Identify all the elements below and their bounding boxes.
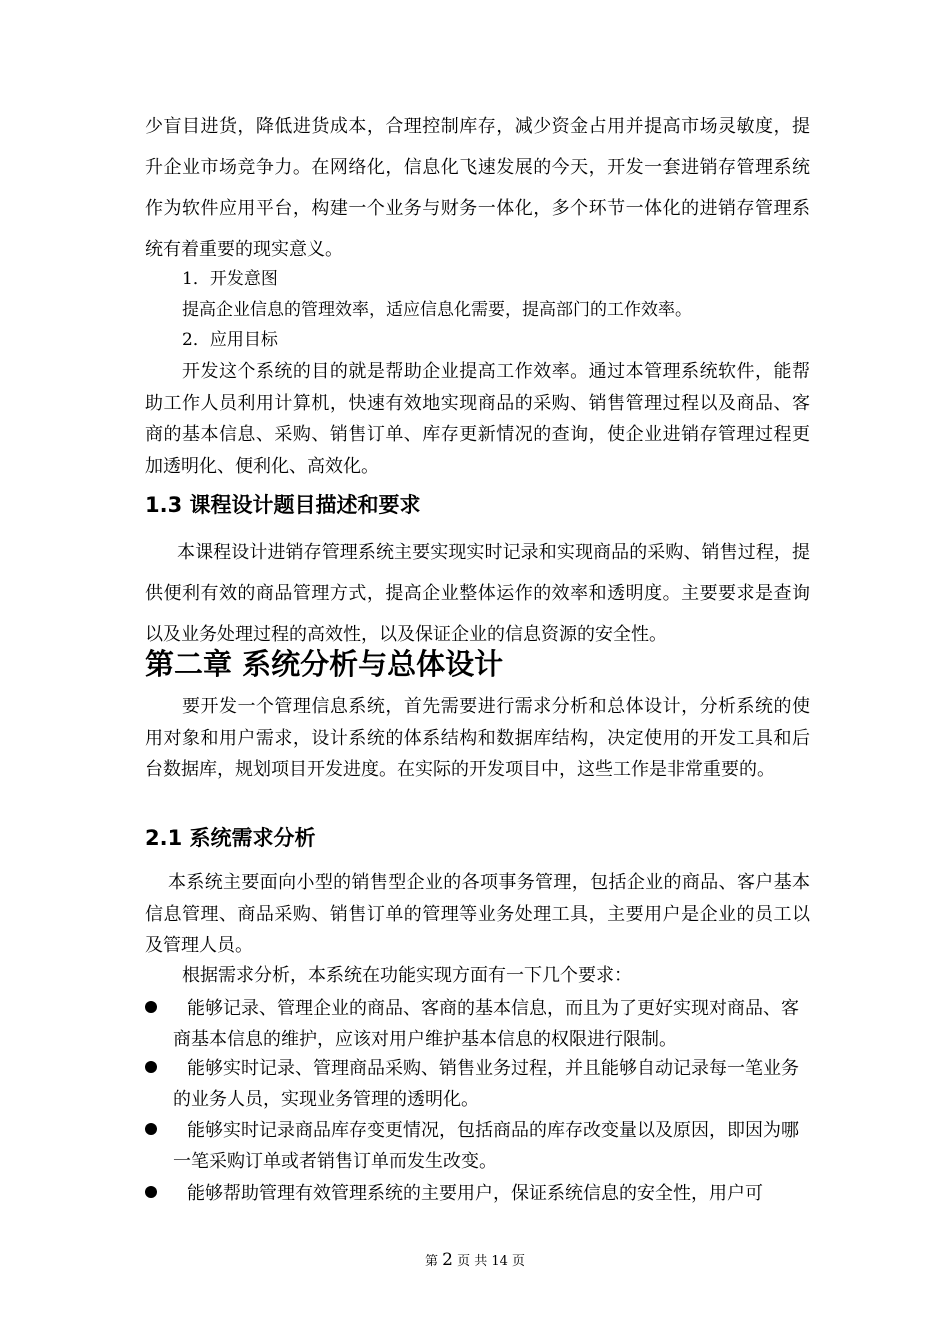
app-goal-text: 开发这个系统的目的就是帮助企业提高工作效率。通过本管理系统软件，能帮助工作人员利用计算机，快速有效地实现商品的采购、销售管理过程以及商品、客商的基本信息、采购、销售订单、库存更新情况的查询，使企业进销存管理过程更加透明化、便利化、高效化。 [145,361,810,477]
bullet-icon [145,1186,157,1198]
page-number: 2 [442,1250,453,1270]
page-total: 14 [491,1254,508,1269]
section-1-3-text: 本课程设计进销存管理系统主要实现实时记录和实现商品的采购、销售过程，提供便利有效的商品管理方式，提高企业整体运作的效率和透明度。主要要求是查询以及业务处理过程的高效性，以及保证企业的信息资源的安全性。 [145,542,810,645]
section-2-1-title: 2.1 系统需求分析 [145,826,316,850]
chapter-2-text: 要开发一个管理信息系统，首先需要进行需求分析和总体设计，分析系统的使用对象和用户需求，设计系统的体系结构和数据库结构，决定使用的开发工具和后台数据库，规划项目开发进度。在实际的开发项目中，这些工作是非常重要的。 [145,696,810,780]
requirements-intro: 根据需求分析，本系统在功能实现方面有一下几个要求： [182,965,632,986]
footer-prefix: 第 [424,1254,438,1269]
bullet-icon [145,1061,157,1073]
intro-paragraph: 少盲目进货，降低进货成本，合理控制库存，减少资金占用并提高市场灵敏度，提升企业市场竞争力。在网络化，信息化飞速发展的今天，开发一套进销存管理系统作为软件应用平台，构建一个业务与财务一体化，多个环节一体化的进销存管理系统有着重要的现实意义。 [145,116,810,260]
footer-middle: 页 共 [457,1254,488,1269]
page-footer [0,1250,950,1270]
chapter-2-title: 第二章 系统分析与总体设计 [145,647,504,681]
dev-intent-text: 提高企业信息的管理效率，适应信息化需要，提高部门的工作效率。 [182,300,692,320]
bullet-text: 能够记录、管理企业的商品、客商的基本信息，而且为了更好实现对商品、客商基本信息的维护，应该对用户维护基本信息的权限进行限制。 [173,998,799,1050]
bullet-text: 能够实时记录、管理商品采购、销售业务过程，并且能够自动记录每一笔业务的业务人员，实现业务管理的透明化。 [173,1058,799,1110]
section-1-3-title: 1.3 课程设计题目描述和要求 [145,493,421,517]
dev-intent-label: 1．开发意图 [182,269,278,289]
app-goal-label: 2．应用目标 [182,330,278,350]
bullet-icon [145,1001,157,1013]
section-2-1-text: 本系统主要面向小型的销售型企业的各项事务管理，包括企业的商品、客户基本信息管理、商品采购、销售订单的管理等业务处理工具，主要用户是企业的员工以及管理人员。 [145,872,810,956]
bullet-text: 能够帮助管理有效管理系统的主要用户，保证系统信息的安全性，用户可 [187,1183,763,1204]
bullet-icon [145,1123,157,1135]
bullet-text: 能够实时记录商品库存变更情况，包括商品的库存改变量以及原因，即因为哪一笔采购订单或者销售订单而发生改变。 [173,1120,799,1172]
footer-suffix: 页 [512,1254,526,1269]
